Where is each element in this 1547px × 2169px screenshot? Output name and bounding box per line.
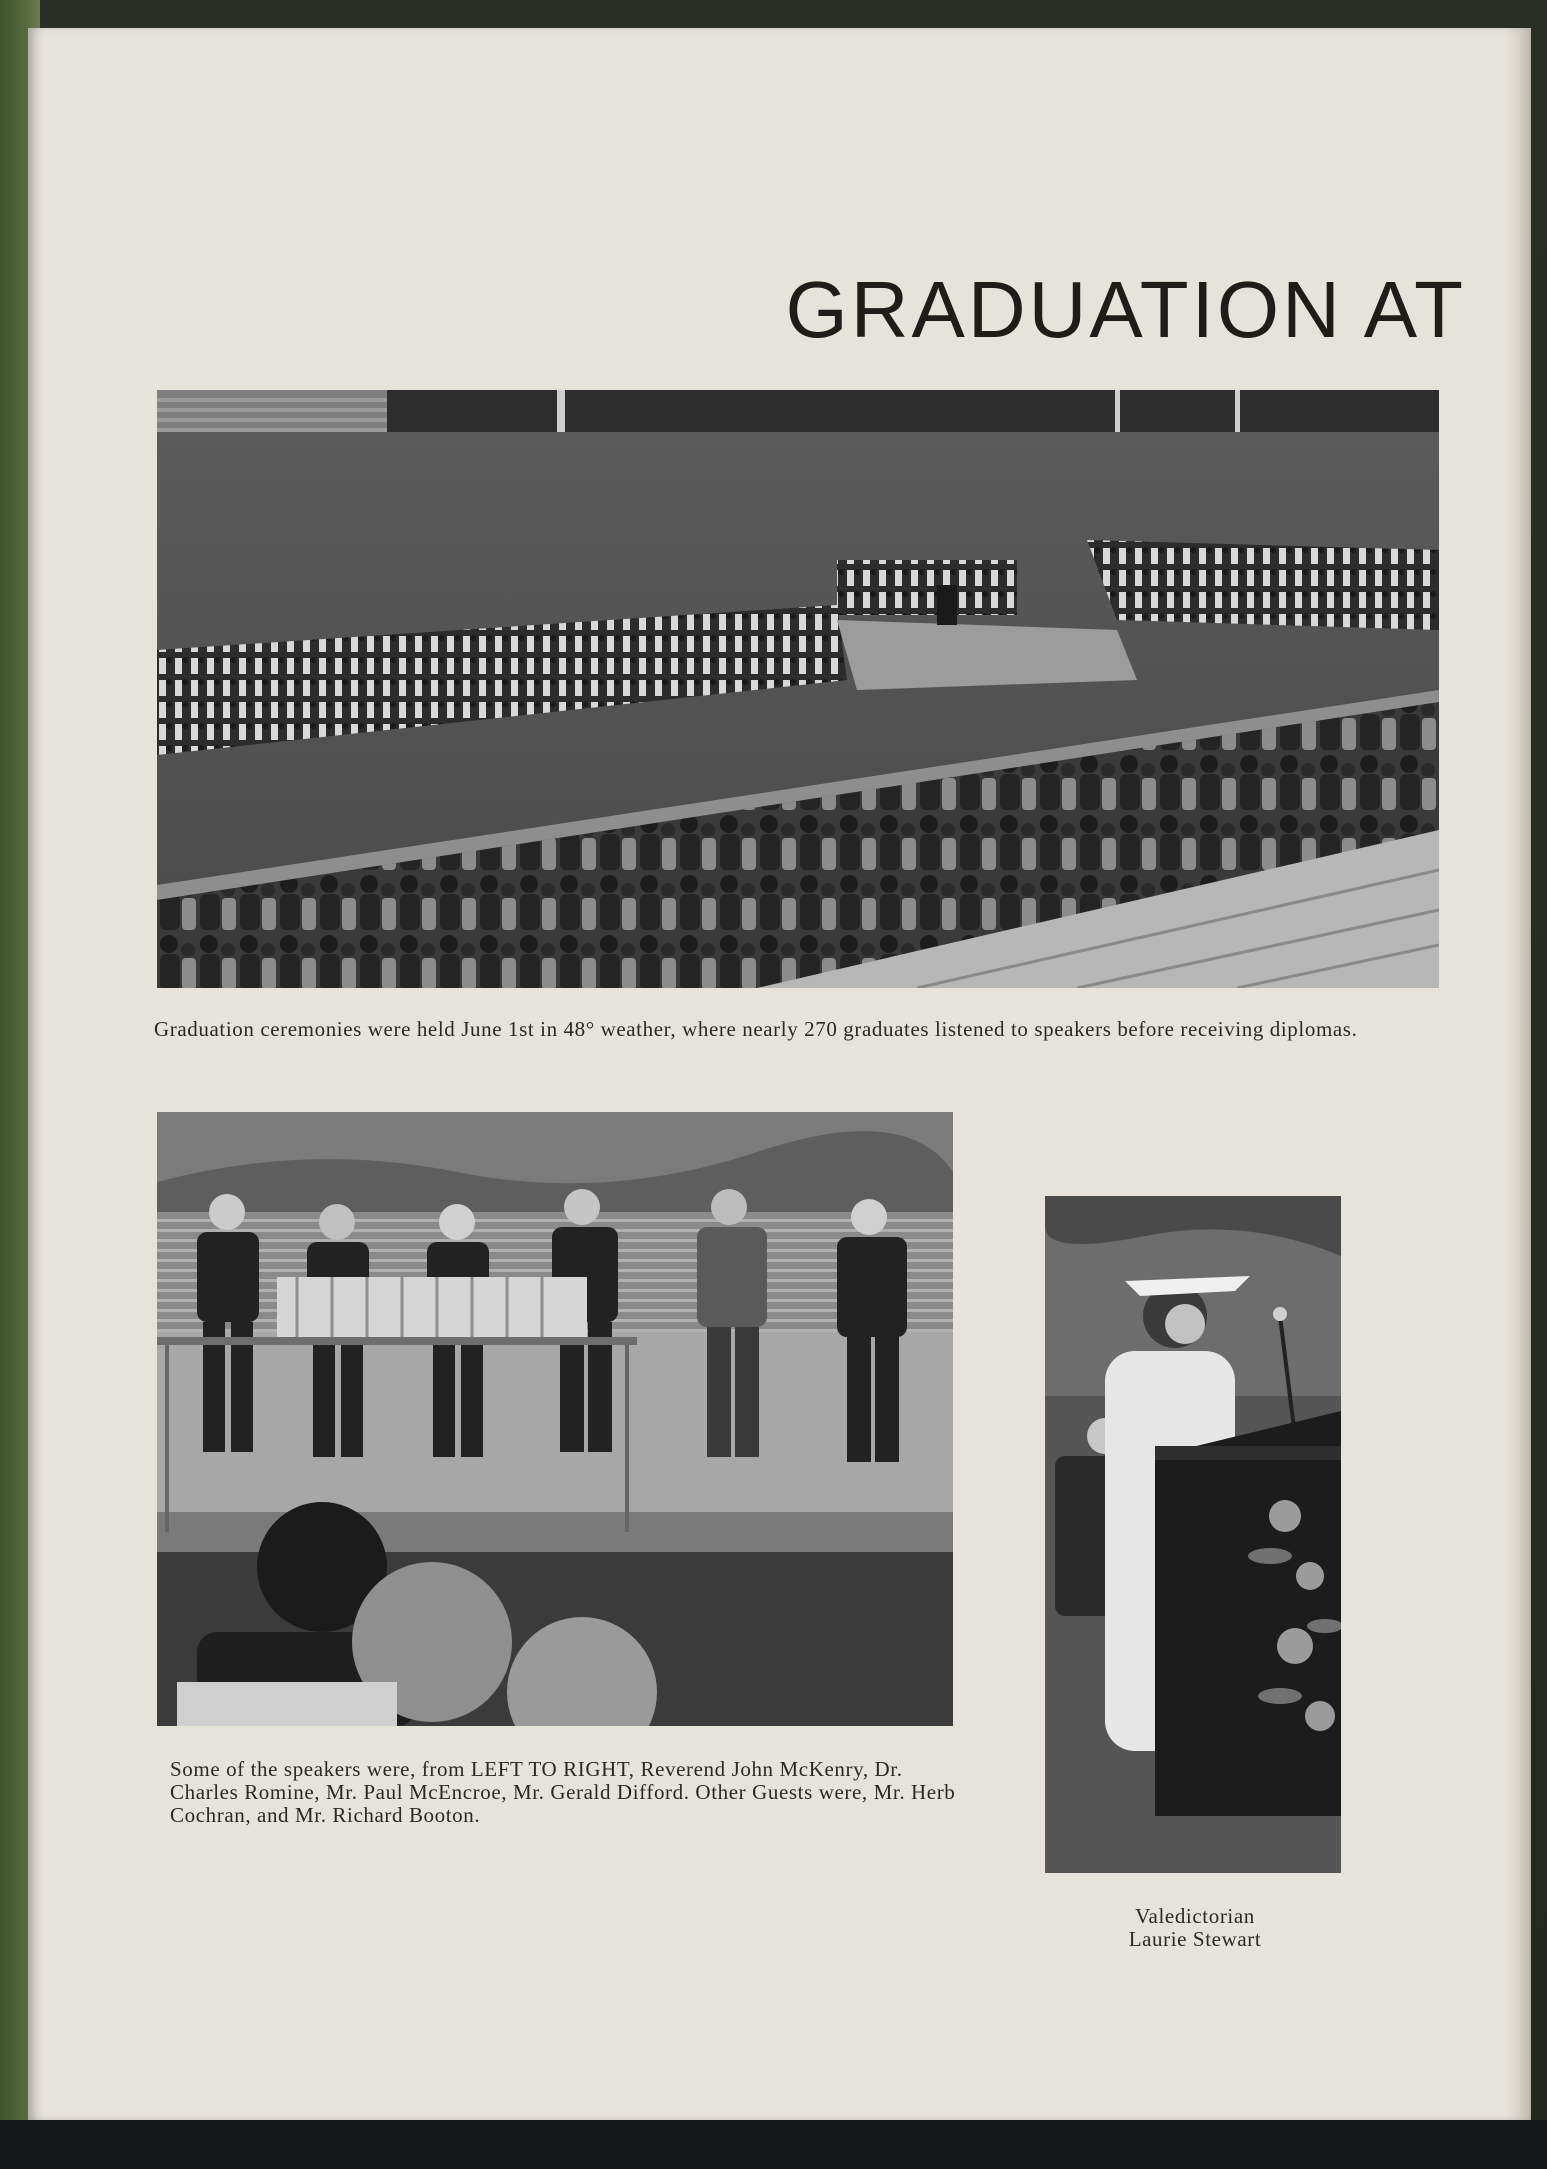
valedictorian-photo [1045, 1196, 1341, 1873]
speakers-caption: Some of the speakers were, from LEFT TO RIGHT, Reverend John McKenry, Dr. Charles Romine, Mr. Paul McEncroe, Mr. Gerald Difford. Other Guests were, Mr. Herb Cochran, and Mr. Richard Booton. [170, 1757, 956, 1827]
ceremony-photo [157, 390, 1439, 988]
speakers-photo [157, 1112, 953, 1726]
valedictorian-caption-title: Valedictorian [1135, 1904, 1255, 1928]
valedictorian-caption-name: Laurie Stewart [1128, 1927, 1262, 1951]
page-fold-shadow [1505, 28, 1531, 2120]
valedictorian-caption [1045, 1905, 1345, 1951]
valedictorian-photo-image [1045, 1196, 1341, 1873]
ceremony-photo-image [157, 390, 1439, 988]
ceremony-caption: Graduation ceremonies were held June 1st in 48° weather, where nearly 270 graduates listened to speakers before receiving diplomas. [154, 1017, 1358, 1041]
page-sheet [28, 28, 1531, 2120]
scanner-bottom-edge [0, 2120, 1547, 2169]
page-title: GRADUATION AT [785, 265, 1466, 354]
speakers-photo-image [157, 1112, 953, 1726]
